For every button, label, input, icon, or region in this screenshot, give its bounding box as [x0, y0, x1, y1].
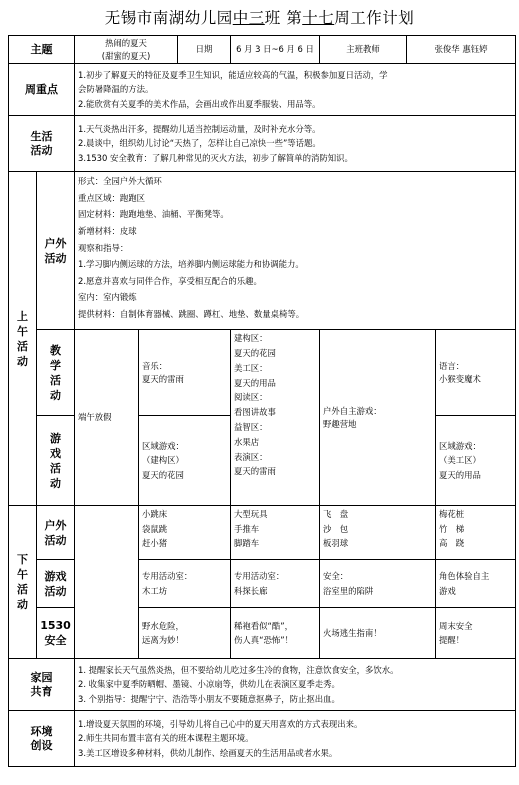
music-line: 夏天的雷雨 [142, 373, 184, 384]
outdoor-line: 固定材料：跑跑地垫、油桶、平衡凳等。 [78, 209, 229, 220]
family-content [75, 659, 516, 711]
outdoor-line: 观察和指导： [78, 242, 129, 253]
area-game-line: 区域游戏： [142, 440, 184, 451]
life-label [9, 116, 75, 172]
morning-teaching-row [9, 330, 516, 416]
area-game-line: 区域游戏： [439, 440, 481, 451]
safety-line: 野水危险， [142, 620, 184, 631]
environment-line: 1.增设夏天氛围的环境，引导幼儿将自己心中的夏天用喜欢的方式表现出来。 [78, 718, 363, 729]
pm-outdoor-col1 [139, 506, 231, 560]
environment-label-line: 环境 [30, 724, 53, 738]
teaching-label-char: 教 [50, 343, 61, 357]
morning-outdoor-content [75, 172, 516, 330]
equipment-item: 脚踏车 [234, 538, 260, 549]
pm-games-label-line: 活动 [44, 584, 67, 598]
header-row [9, 36, 516, 64]
environment-label-line: 创设 [30, 738, 53, 752]
afternoon-outdoor-label [37, 506, 75, 560]
equipment-item: 板羽球 [323, 538, 349, 549]
focus-line: 1.初步了解夏天的特征及夏季卫生知识，能适应较高的气温，积极参加夏日活动，学 [78, 69, 388, 80]
games-label-char: 动 [50, 476, 61, 490]
equipment-item: 赶小猪 [142, 538, 168, 549]
outdoor-label-line: 活动 [44, 251, 67, 265]
family-line: 2. 收集家中夏季防晒帽、墨镜、小凉扇等，供幼儿在表演区夏季走秀。 [78, 679, 340, 690]
outdoor-line: 1.学习脚内侧运球的方法，培养脚内侧运球能力和协调能力。 [78, 259, 304, 270]
family-label-line: 家园 [30, 670, 53, 684]
equipment-item: 大型玩具 [234, 509, 268, 520]
safety-line: 火场逃生指南！ [323, 627, 382, 638]
family-label [9, 659, 75, 711]
environment-label [9, 711, 75, 767]
outdoor-line: 形式：全园户外大循环 [78, 176, 162, 187]
outdoor-game-line: 野趣营地 [323, 418, 357, 429]
equipment-item: 沙 包 [323, 523, 349, 534]
language-line: 语言： [439, 361, 465, 372]
school-name: 无锡市南湖幼儿园 [104, 9, 233, 27]
area-game-line: 夏天的花园 [142, 469, 184, 480]
afternoon-label-char: 动 [17, 598, 28, 612]
safety-line: 稀袍看似“酷”， [234, 620, 293, 631]
outdoor-line: 重点区域：跑跑区 [78, 192, 145, 203]
area-line: 水果店 [234, 436, 260, 447]
music-cell [139, 330, 231, 416]
morning-label-char: 动 [17, 354, 28, 368]
area-line: 阅读区： [234, 392, 268, 403]
area-line: 夏天的用品 [234, 377, 276, 388]
page-title [0, 6, 519, 28]
equipment-item: 小跳床 [142, 509, 168, 520]
theme-label: 主题 [9, 36, 75, 64]
safety-line: 远离为妙！ [142, 635, 184, 646]
theme-value [75, 36, 178, 64]
environment-line: 3.美工区增设多种材料，供幼儿制作、绘画夏天的生活用品或者水果。 [78, 747, 338, 758]
life-line: 2.晨谈中，组织幼儿讨论“天热了，怎样让自己凉快一些”等话题。 [78, 138, 321, 149]
life-line: 1.天气炎热出汗多，提醒幼儿适当控制运动量，及时补充水分等。 [78, 123, 321, 134]
theme-value-line: 热闹的夏天 [105, 38, 147, 48]
pm-outdoor-label-line: 户外 [44, 518, 67, 532]
language-line: 小猴变魔术 [439, 373, 481, 384]
pm-game-line: 专用活动室： [234, 571, 285, 582]
teaching-label-char: 活 [50, 373, 61, 387]
outdoor-label-line: 户外 [44, 236, 67, 250]
holiday-cell: 端午放假 [75, 330, 139, 506]
theme-value-line: (甜蜜的夏天) [101, 50, 151, 61]
family-line: 1. 提醒家长天气虽然炎热，但不要给幼儿吃过多生冷的食物，注意饮食安全，多饮水。 [78, 664, 399, 675]
outdoor-free-game-cell [320, 330, 436, 506]
afternoon-outdoor-row [9, 506, 516, 560]
teaching-label-char: 动 [50, 388, 61, 402]
life-line: 3.1530 安全教育：了解几种常见的灭火方法，初步了解简单的消防知识。 [78, 152, 353, 163]
class-suffix: 班 第 [264, 9, 303, 27]
safety-label [37, 608, 75, 659]
afternoon-games-label [37, 560, 75, 608]
games-label-char: 游 [50, 431, 61, 445]
equipment-item: 袋鼠跳 [142, 523, 168, 534]
area-line: 看图讲故事 [234, 407, 276, 418]
weekly-focus-content [75, 64, 516, 116]
morning-label-char: 上 [17, 309, 28, 323]
area-line: 夏天的花园 [234, 347, 276, 358]
life-row [9, 116, 516, 172]
area-game-line: 夏天的用品 [439, 469, 481, 480]
afternoon-label-char: 午 [17, 568, 28, 582]
pm-game-line: 游戏 [439, 585, 456, 596]
pm-game-c3 [320, 560, 436, 608]
equipment-item: 飞 盘 [323, 509, 349, 520]
area-game-art-cell [436, 416, 516, 506]
area-line: 表演区： [234, 451, 268, 462]
safety-c3 [320, 608, 436, 659]
safety-c4 [436, 608, 516, 659]
focus-line: 会防暑降温的方法。 [78, 84, 154, 95]
games-label-char: 戏 [50, 446, 61, 460]
safety-label-line: 1530 [40, 619, 71, 633]
equipment-item: 梅花桩 [439, 509, 465, 520]
title-suffix: 周工作计划 [334, 9, 415, 27]
pm-game-c1 [139, 560, 231, 608]
teacher-value: 张俊华 惠钰婷 [407, 36, 516, 64]
morning-outdoor-label [37, 172, 75, 330]
pm-outdoor-col2 [231, 506, 320, 560]
safety-line: 伤人真“恐怖”！ [234, 635, 293, 646]
pm-game-line: 木工坊 [142, 585, 168, 596]
area-line: 益智区： [234, 421, 268, 432]
pm-game-line: 角色体验自主 [439, 571, 490, 582]
weekly-focus-label: 周重点 [9, 64, 75, 116]
morning-label-char: 活 [17, 339, 28, 353]
teaching-label-char: 学 [50, 358, 61, 372]
safety-line: 提醒！ [439, 635, 465, 646]
pm-game-c2 [231, 560, 320, 608]
afternoon-label-char: 活 [17, 583, 28, 597]
teaching-label [37, 330, 75, 416]
environment-line: 2.师生共同布置丰富有关的班本课程主题环境。 [78, 733, 254, 744]
area-line: 夏天的雷雨 [234, 466, 276, 477]
weekly-focus-row [9, 64, 516, 116]
date-label: 日期 [178, 36, 231, 64]
games-label [37, 416, 75, 506]
safety-c1 [139, 608, 231, 659]
outdoor-game-line: 户外自主游戏： [323, 406, 382, 417]
morning-label [9, 172, 37, 506]
environment-content [75, 711, 516, 767]
pm-game-line: 安全： [323, 571, 349, 582]
family-line: 3. 个别指导：提醒宁宁、浩浩等小朋友不要随意抠鼻子，防止抠出血。 [78, 693, 340, 704]
pm-outdoor-col3 [320, 506, 436, 560]
afternoon-label-char: 下 [17, 553, 28, 567]
safety-label-line: 安全 [44, 634, 67, 648]
pm-game-line: 浴室里的陷阱 [323, 585, 374, 596]
focus-line: 2.能欣赏有关夏季的美术作品，会画出或作出夏季服装、用品等。 [78, 98, 321, 109]
pm-game-line: 科探长廊 [234, 585, 268, 596]
outdoor-line: 2.愿意并喜欢与同伴合作，享受相互配合的乐趣。 [78, 275, 262, 286]
games-label-char: 活 [50, 461, 61, 475]
pm-games-label-line: 游戏 [44, 569, 67, 583]
life-label-line: 生活 [30, 129, 53, 143]
music-line: 音乐： [142, 361, 168, 372]
morning-outdoor-row [9, 172, 516, 330]
language-cell [436, 330, 516, 416]
outdoor-line: 新增材料：皮球 [78, 225, 137, 236]
life-content [75, 116, 516, 172]
class-name: 中三 [232, 9, 265, 27]
equipment-item: 高 跷 [439, 538, 465, 549]
area-game-line: （美工区） [439, 455, 481, 466]
week-number: 十七 [302, 9, 335, 27]
area-line: 美工区： [234, 362, 268, 373]
date-value: 6 月 3 日~6 月 6 日 [231, 36, 320, 64]
pm-game-c4 [436, 560, 516, 608]
area-game-line: （建构区） [142, 455, 184, 466]
area-game-build-cell [139, 416, 231, 506]
pm-game-line: 专用活动室： [142, 571, 193, 582]
outdoor-line: 提供材料：自制体育器械、跳圈、蹲杠、地垫、数量桌椅等。 [78, 308, 305, 319]
morning-label-char: 午 [17, 324, 28, 338]
equipment-item: 竹 梯 [439, 523, 465, 534]
family-row [9, 659, 516, 711]
afternoon-label [9, 506, 37, 659]
area-line: 建构区： [234, 333, 268, 344]
family-label-line: 共育 [30, 684, 53, 698]
environment-row [9, 711, 516, 767]
life-label-line: 活动 [30, 143, 53, 157]
weekly-plan-table [8, 35, 516, 767]
outdoor-line: 室内：室内锻炼 [78, 292, 137, 303]
pm-outdoor-col4 [436, 506, 516, 560]
safety-line: 周末安全 [439, 620, 473, 631]
safety-c2 [231, 608, 320, 659]
afternoon-blank-cell [75, 506, 139, 659]
teacher-label: 主班教师 [320, 36, 407, 64]
equipment-item: 手推车 [234, 523, 260, 534]
pm-outdoor-label-line: 活动 [44, 533, 67, 547]
areas-cell [231, 330, 320, 506]
